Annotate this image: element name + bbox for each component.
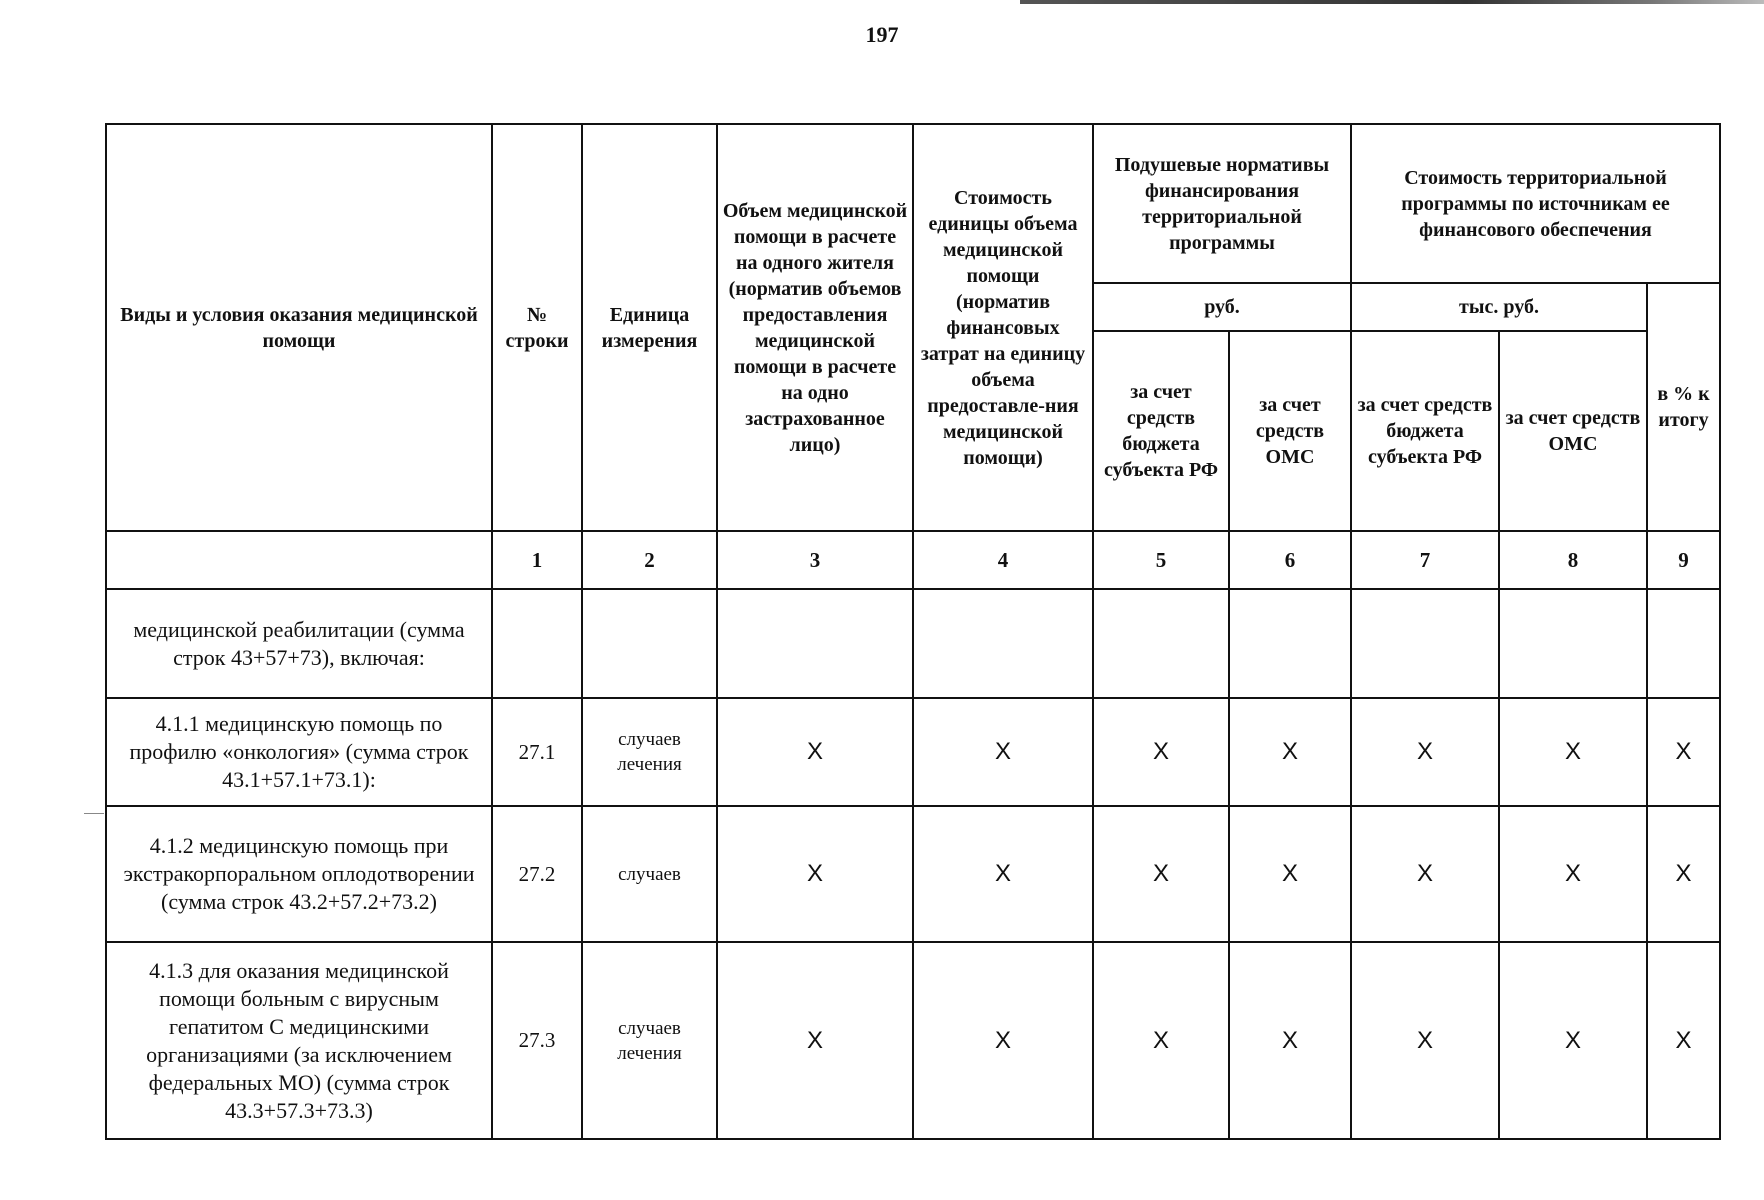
row-unit [582,589,717,698]
row-oms-thous: Х [1499,806,1647,942]
row-oms-rub [1229,589,1351,698]
row-cost: Х [913,942,1093,1139]
scan-edge-line [1020,0,1764,4]
row-budget-rf-rub: Х [1093,698,1229,806]
column-number: 3 [717,531,913,589]
header-budget-rf-2: за счет средств бюджета субъекта РФ [1351,331,1499,531]
header-thous-rub: тыс. руб. [1351,283,1647,331]
header-oms-2: за счет средств ОМС [1499,331,1647,531]
column-number: 5 [1093,531,1229,589]
row-cost: Х [913,698,1093,806]
row-budget-rf-thous: Х [1351,698,1499,806]
row-unit: случаев лечения [582,942,717,1139]
row-name: медицинской реабилитации (сумма строк 43+57+73), включая: [106,589,492,698]
column-number: 8 [1499,531,1647,589]
row-percent: Х [1647,942,1720,1139]
row-cost [913,589,1093,698]
row-cost: Х [913,806,1093,942]
row-oms-thous: Х [1499,698,1647,806]
row-oms-rub: Х [1229,942,1351,1139]
column-number-blank [106,531,492,589]
row-oms-rub: Х [1229,698,1351,806]
column-number: 9 [1647,531,1720,589]
table-row [106,806,1720,942]
table-row [106,698,1720,806]
scan-stray-mark [84,813,104,814]
row-percent [1647,589,1720,698]
header-unit: Единица измерения [582,124,717,531]
row-percent: Х [1647,806,1720,942]
financing-table [105,123,1721,1140]
column-number: 2 [582,531,717,589]
row-number: 27.3 [492,942,582,1139]
column-number: 4 [913,531,1093,589]
row-volume [717,589,913,698]
header-row-no: № строки [492,124,582,531]
row-budget-rf-rub [1093,589,1229,698]
row-percent: Х [1647,698,1720,806]
row-budget-rf-thous [1351,589,1499,698]
row-volume: Х [717,698,913,806]
row-oms-rub: Х [1229,806,1351,942]
row-volume: Х [717,806,913,942]
header-cost-group: Стоимость территориальной программы по источникам ее финансового обеспечения [1351,124,1720,283]
row-number: 27.2 [492,806,582,942]
row-unit: случаев [582,806,717,942]
row-unit: случаев лечения [582,698,717,806]
header-rub: руб. [1093,283,1351,331]
header-per-capita-group: Подушевые нормативы финансирования территориальной программы [1093,124,1351,283]
row-oms-thous: Х [1499,942,1647,1139]
row-number: 27.1 [492,698,582,806]
column-number: 1 [492,531,582,589]
row-budget-rf-rub: Х [1093,806,1229,942]
row-number [492,589,582,698]
header-percent-total: в % к итогу [1647,283,1720,531]
row-oms-thous [1499,589,1647,698]
header-oms-1: за счет средств ОМС [1229,331,1351,531]
table-row [106,589,1720,698]
row-budget-rf-thous: Х [1351,806,1499,942]
row-volume: Х [717,942,913,1139]
header-budget-rf-1: за счет средств бюджета субъекта РФ [1093,331,1229,531]
row-name: 4.1.2 медицинскую помощь при экстракорпоральном оплодотворении (сумма строк 43.2+57.2+73.2) [106,806,492,942]
header-volume: Объем медицинской помощи в расчете на одного жителя (норматив объемов предоставления медицинской помощи в расчете на одно застрахованное лицо) [717,124,913,531]
row-name: 4.1.1 медицинскую помощь по профилю «онкология» (сумма строк 43.1+57.1+73.1): [106,698,492,806]
row-budget-rf-rub: Х [1093,942,1229,1139]
row-budget-rf-thous: Х [1351,942,1499,1139]
header-types: Виды и условия оказания медицинской помощи [106,124,492,531]
column-number: 6 [1229,531,1351,589]
row-name: 4.1.3 для оказания медицинской помощи больным с вирусным гепатитом С медицинскими организациями (за исключением федеральных МО) (сумма строк 43.3+57.3+73.3) [106,942,492,1139]
table-row [106,942,1720,1139]
page-number: 197 [865,22,899,47]
header-cost: Стоимость единицы объема медицинской помощи (норматив финансовых затрат на единицу объема предоставле-ния медицинской помощи) [913,124,1093,531]
column-number: 7 [1351,531,1499,589]
